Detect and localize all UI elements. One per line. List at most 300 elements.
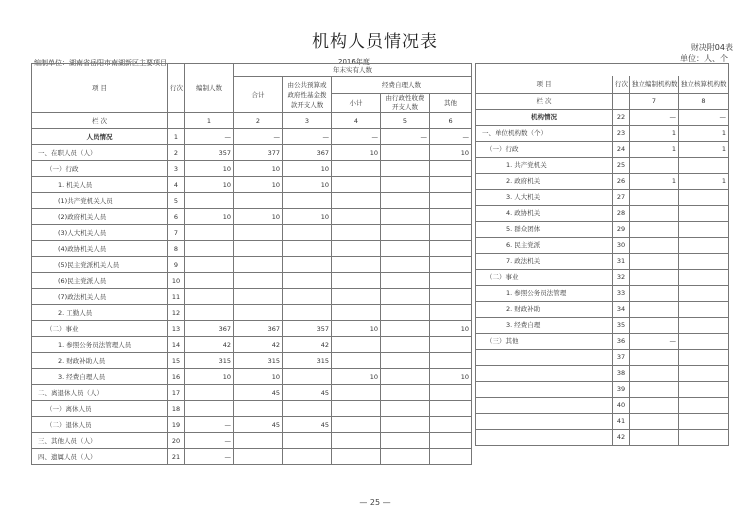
cell-value bbox=[430, 273, 472, 289]
row-label: 3. 经费自理人员 bbox=[32, 369, 168, 385]
table-row bbox=[32, 433, 472, 449]
cell-value: 1 bbox=[630, 173, 679, 189]
cell-value bbox=[332, 449, 381, 465]
cell-value bbox=[185, 193, 234, 209]
cell-value bbox=[332, 161, 381, 177]
row-label: (7)政法机关人员 bbox=[32, 289, 168, 305]
cell-value bbox=[332, 401, 381, 417]
cell-value bbox=[332, 193, 381, 209]
row-label: (1)共产党机关人员 bbox=[32, 193, 168, 209]
table-row bbox=[32, 385, 472, 401]
header-year-end-group: 年末实有人数 bbox=[234, 64, 472, 77]
row-number: 3 bbox=[168, 161, 185, 177]
cell-value bbox=[185, 273, 234, 289]
cell-value bbox=[679, 285, 729, 301]
cell-value: 10 bbox=[185, 209, 234, 225]
header-other: 其他 bbox=[430, 94, 472, 113]
cell-value bbox=[381, 177, 430, 193]
cell-value bbox=[430, 193, 472, 209]
cell-value bbox=[185, 401, 234, 417]
table-row bbox=[32, 353, 472, 369]
cell-value bbox=[430, 417, 472, 433]
cell-value: 10 bbox=[332, 321, 381, 337]
table-row bbox=[32, 369, 472, 385]
row-number: 8 bbox=[168, 241, 185, 257]
row-number: 25 bbox=[613, 157, 630, 173]
row-label: （三）其他 bbox=[476, 333, 613, 349]
table-row bbox=[32, 225, 472, 241]
table-row bbox=[476, 157, 729, 173]
cell-value bbox=[630, 253, 679, 269]
cell-value bbox=[630, 381, 679, 397]
cell-value bbox=[332, 433, 381, 449]
row-label: 2. 政府机关 bbox=[476, 173, 613, 189]
cell-value bbox=[185, 225, 234, 241]
table-row bbox=[476, 237, 729, 253]
row-number: 38 bbox=[613, 365, 630, 381]
cell-value bbox=[630, 269, 679, 285]
row-number: 12 bbox=[168, 305, 185, 321]
cell-value: 10 bbox=[332, 145, 381, 161]
row-number: 1 bbox=[168, 129, 185, 145]
row-number: 30 bbox=[613, 237, 630, 253]
cell-value: — bbox=[185, 449, 234, 465]
row-label: 1. 参照公务员法管理 bbox=[476, 285, 613, 301]
cell-value bbox=[234, 193, 283, 209]
row-number: 27 bbox=[613, 189, 630, 205]
cell-value: 367 bbox=[283, 145, 332, 161]
cell-value bbox=[185, 241, 234, 257]
cell-value bbox=[679, 221, 729, 237]
cell-value bbox=[630, 413, 679, 429]
cell-value bbox=[283, 305, 332, 321]
cell-value: 10 bbox=[430, 321, 472, 337]
unit-label: 单位：人、个 bbox=[680, 54, 728, 63]
cell-value: — bbox=[185, 433, 234, 449]
cell-value bbox=[679, 269, 729, 285]
cell-value: 315 bbox=[283, 353, 332, 369]
cell-value bbox=[630, 317, 679, 333]
table-row bbox=[476, 205, 729, 221]
cell-value: 10 bbox=[234, 161, 283, 177]
cell-value bbox=[381, 369, 430, 385]
table-row bbox=[32, 417, 472, 433]
cell-value bbox=[234, 257, 283, 273]
cell-value bbox=[630, 157, 679, 173]
cell-value bbox=[381, 385, 430, 401]
row-label: 1. 机关人员 bbox=[32, 177, 168, 193]
personnel-table bbox=[31, 63, 472, 465]
cell-value: 1 bbox=[679, 173, 729, 189]
table-row bbox=[476, 333, 729, 349]
row-number: 15 bbox=[168, 353, 185, 369]
table-row bbox=[32, 401, 472, 417]
row-label: （二）事业 bbox=[476, 269, 613, 285]
cell-value bbox=[332, 417, 381, 433]
row-number: 41 bbox=[613, 413, 630, 429]
cell-value: 10 bbox=[234, 177, 283, 193]
row-label: 3. 人大机关 bbox=[476, 189, 613, 205]
cell-value bbox=[630, 365, 679, 381]
row-number: 20 bbox=[168, 433, 185, 449]
cell-value bbox=[630, 397, 679, 413]
cell-value bbox=[381, 273, 430, 289]
cell-value: — bbox=[630, 333, 679, 349]
row-number: 4 bbox=[168, 177, 185, 193]
row-number: 18 bbox=[168, 401, 185, 417]
row-number: 29 bbox=[613, 221, 630, 237]
cell-value bbox=[381, 257, 430, 273]
row-label: 一、单位机构数（个） bbox=[476, 125, 613, 141]
cell-value bbox=[430, 241, 472, 257]
row-label: （一）行政 bbox=[32, 161, 168, 177]
cell-value bbox=[283, 273, 332, 289]
cell-value bbox=[283, 241, 332, 257]
row-label: 二、离退休人员（人） bbox=[32, 385, 168, 401]
table-row bbox=[32, 289, 472, 305]
cell-value bbox=[679, 253, 729, 269]
table-row bbox=[476, 413, 729, 429]
cell-value: 357 bbox=[185, 145, 234, 161]
table-row bbox=[32, 273, 472, 289]
cell-value bbox=[332, 273, 381, 289]
row-number: 22 bbox=[613, 109, 630, 125]
cell-value bbox=[430, 305, 472, 321]
cell-value bbox=[283, 401, 332, 417]
row-label: 三、其他人员（人） bbox=[32, 433, 168, 449]
header-fiscal-paid: 由公共预算或政府性基金拨款开支人数 bbox=[283, 77, 332, 113]
table-row bbox=[476, 285, 729, 301]
table-row bbox=[32, 209, 472, 225]
row-number: 32 bbox=[613, 269, 630, 285]
cell-value bbox=[332, 289, 381, 305]
cell-value: 45 bbox=[283, 417, 332, 433]
cell-value bbox=[332, 305, 381, 321]
row-number: 42 bbox=[613, 429, 630, 445]
cell-value bbox=[332, 241, 381, 257]
cell-value bbox=[430, 449, 472, 465]
row-number: 34 bbox=[613, 301, 630, 317]
cell-value bbox=[283, 257, 332, 273]
row-number: 13 bbox=[168, 321, 185, 337]
table-row bbox=[32, 177, 472, 193]
cell-value: 42 bbox=[185, 337, 234, 353]
cell-value: 10 bbox=[332, 369, 381, 385]
cell-value: 357 bbox=[283, 321, 332, 337]
row-number: 31 bbox=[613, 253, 630, 269]
row-label bbox=[476, 397, 613, 413]
row-label: （一）行政 bbox=[476, 141, 613, 157]
row-number: 37 bbox=[613, 349, 630, 365]
cell-value bbox=[234, 305, 283, 321]
row-number: 7 bbox=[168, 225, 185, 241]
row-number: 24 bbox=[613, 141, 630, 157]
cell-value bbox=[332, 385, 381, 401]
table-row bbox=[32, 241, 472, 257]
cell-value: 1 bbox=[630, 141, 679, 157]
cell-value: 10 bbox=[430, 369, 472, 385]
cell-value: — bbox=[430, 129, 472, 145]
row-number: 39 bbox=[613, 381, 630, 397]
cell-value: 10 bbox=[185, 177, 234, 193]
table-row bbox=[476, 173, 729, 189]
row-label: （一）离休人员 bbox=[32, 401, 168, 417]
cell-value: — bbox=[185, 129, 234, 145]
cell-value bbox=[430, 401, 472, 417]
cell-value bbox=[283, 369, 332, 385]
cell-value bbox=[679, 333, 729, 349]
cell-value bbox=[430, 337, 472, 353]
column-index-row: 栏 次 1 2 3 4 5 6 bbox=[32, 113, 472, 129]
cell-value: 10 bbox=[283, 161, 332, 177]
row-label: 人员情况 bbox=[32, 129, 168, 145]
row-label bbox=[476, 429, 613, 445]
table-row bbox=[476, 301, 729, 317]
row-number: 11 bbox=[168, 289, 185, 305]
cell-value: 10 bbox=[185, 369, 234, 385]
cell-value: 42 bbox=[234, 337, 283, 353]
cell-value bbox=[630, 429, 679, 445]
header-self-funded-group: 经费自理人数 bbox=[332, 77, 472, 94]
column-index-row-right: 栏 次 7 8 bbox=[476, 93, 729, 109]
table-row bbox=[32, 129, 472, 145]
form-code: 财决附04表 bbox=[690, 43, 733, 52]
cell-value bbox=[381, 337, 430, 353]
cell-value bbox=[679, 205, 729, 221]
table-row bbox=[476, 221, 729, 237]
cell-value bbox=[430, 177, 472, 193]
cell-value bbox=[381, 433, 430, 449]
cell-value: — bbox=[332, 129, 381, 145]
table-row bbox=[476, 349, 729, 365]
table-row bbox=[476, 365, 729, 381]
row-label: 7. 政法机关 bbox=[476, 253, 613, 269]
row-label bbox=[476, 381, 613, 397]
row-label: 3. 经费自理 bbox=[476, 317, 613, 333]
row-number: 19 bbox=[168, 417, 185, 433]
cell-value: 10 bbox=[283, 177, 332, 193]
cell-value bbox=[430, 209, 472, 225]
cell-value bbox=[381, 193, 430, 209]
cell-value bbox=[283, 193, 332, 209]
cell-value bbox=[430, 225, 472, 241]
cell-value bbox=[185, 385, 234, 401]
cell-value bbox=[430, 289, 472, 305]
row-number: 9 bbox=[168, 257, 185, 273]
cell-value bbox=[283, 289, 332, 305]
row-label: (5)民主党派机关人员 bbox=[32, 257, 168, 273]
table-row bbox=[476, 109, 729, 125]
cell-value bbox=[234, 241, 283, 257]
row-label: （二）事业 bbox=[32, 321, 168, 337]
cell-value bbox=[283, 433, 332, 449]
table-row bbox=[476, 189, 729, 205]
cell-value bbox=[381, 305, 430, 321]
cell-value: 10 bbox=[430, 145, 472, 161]
cell-value bbox=[234, 449, 283, 465]
row-number: 33 bbox=[613, 285, 630, 301]
cell-value bbox=[430, 385, 472, 401]
cell-value bbox=[679, 413, 729, 429]
cell-value: 10 bbox=[234, 369, 283, 385]
table-row bbox=[32, 337, 472, 353]
cell-value: — bbox=[283, 129, 332, 145]
table-row bbox=[476, 381, 729, 397]
header-staff-units: 独立编制机构数 bbox=[630, 76, 679, 93]
row-label: （二）退休人员 bbox=[32, 417, 168, 433]
cell-value: 315 bbox=[234, 353, 283, 369]
row-label: 2. 工勤人员 bbox=[32, 305, 168, 321]
cell-value: — bbox=[185, 417, 234, 433]
cell-value bbox=[630, 285, 679, 301]
table-row bbox=[32, 145, 472, 161]
row-label: 机构情况 bbox=[476, 109, 613, 125]
row-label bbox=[476, 413, 613, 429]
cell-value bbox=[630, 301, 679, 317]
cell-value: 1 bbox=[630, 125, 679, 141]
cell-value bbox=[679, 365, 729, 381]
cell-value: 45 bbox=[283, 385, 332, 401]
cell-value bbox=[630, 349, 679, 365]
cell-value bbox=[679, 381, 729, 397]
header-accounting-units: 独立核算机构数 bbox=[679, 76, 729, 93]
row-number: 40 bbox=[613, 397, 630, 413]
header-staffing: 编制人数 bbox=[185, 64, 234, 113]
row-label: (3)人大机关人员 bbox=[32, 225, 168, 241]
table-row bbox=[32, 257, 472, 273]
cell-value bbox=[679, 157, 729, 173]
cell-value: 10 bbox=[234, 209, 283, 225]
cell-value: 10 bbox=[185, 161, 234, 177]
cell-value bbox=[381, 209, 430, 225]
table-row bbox=[476, 269, 729, 285]
row-label: 5. 群众团体 bbox=[476, 221, 613, 237]
cell-value bbox=[630, 221, 679, 237]
cell-value bbox=[185, 257, 234, 273]
document-title: 机构人员情况表 bbox=[312, 32, 438, 52]
row-label bbox=[476, 349, 613, 365]
year-label: 2016年度 bbox=[338, 58, 370, 66]
row-label: 1. 共产党机关 bbox=[476, 157, 613, 173]
cell-value bbox=[679, 189, 729, 205]
cell-value bbox=[679, 429, 729, 445]
cell-value bbox=[679, 301, 729, 317]
table-row bbox=[32, 321, 472, 337]
cell-value bbox=[381, 401, 430, 417]
cell-value bbox=[381, 161, 430, 177]
cell-value bbox=[630, 205, 679, 221]
header-item: 项 目 bbox=[32, 64, 168, 113]
cell-value bbox=[332, 225, 381, 241]
cell-value bbox=[679, 349, 729, 365]
header-item-right: 项 目 bbox=[476, 76, 613, 93]
table-row bbox=[476, 253, 729, 269]
cell-value: 10 bbox=[283, 209, 332, 225]
cell-value bbox=[381, 225, 430, 241]
row-label: 1. 参照公务员法管理人员 bbox=[32, 337, 168, 353]
cell-value bbox=[381, 145, 430, 161]
cell-value: 367 bbox=[234, 321, 283, 337]
cell-value: — bbox=[630, 109, 679, 125]
header-row-no-right: 行次 bbox=[613, 76, 630, 93]
cell-value bbox=[381, 449, 430, 465]
row-label: 2. 财政补助人员 bbox=[32, 353, 168, 369]
table-row bbox=[32, 449, 472, 465]
cell-value bbox=[679, 317, 729, 333]
row-number: 16 bbox=[168, 369, 185, 385]
cell-value bbox=[234, 273, 283, 289]
row-number: 14 bbox=[168, 337, 185, 353]
row-number: 21 bbox=[168, 449, 185, 465]
row-number: 23 bbox=[613, 125, 630, 141]
cell-value: 367 bbox=[185, 321, 234, 337]
page-number: — 25 — bbox=[359, 498, 391, 507]
cell-value bbox=[283, 449, 332, 465]
header-subtotal: 合计 bbox=[234, 77, 283, 113]
cell-value: 1 bbox=[679, 141, 729, 157]
cell-value bbox=[332, 353, 381, 369]
cell-value: 377 bbox=[234, 145, 283, 161]
table-row bbox=[32, 305, 472, 321]
cell-value: 45 bbox=[234, 385, 283, 401]
row-label: (4)政协机关人员 bbox=[32, 241, 168, 257]
institution-table bbox=[475, 63, 729, 446]
cell-value bbox=[381, 321, 430, 337]
cell-value: — bbox=[381, 129, 430, 145]
cell-value bbox=[430, 257, 472, 273]
cell-value bbox=[679, 237, 729, 253]
cell-value bbox=[430, 353, 472, 369]
row-label bbox=[476, 365, 613, 381]
header-row-no: 行次 bbox=[168, 64, 185, 113]
row-number: 10 bbox=[168, 273, 185, 289]
row-label: 一、在职人员（人） bbox=[32, 145, 168, 161]
table-row bbox=[32, 193, 472, 209]
cell-value bbox=[630, 189, 679, 205]
cell-value bbox=[430, 161, 472, 177]
cell-value bbox=[234, 433, 283, 449]
row-number: 36 bbox=[613, 333, 630, 349]
cell-value bbox=[630, 237, 679, 253]
row-number: 5 bbox=[168, 193, 185, 209]
cell-value bbox=[185, 289, 234, 305]
cell-value bbox=[185, 305, 234, 321]
cell-value: 45 bbox=[234, 417, 283, 433]
table-row bbox=[476, 125, 729, 141]
cell-value: — bbox=[234, 129, 283, 145]
cell-value: 315 bbox=[185, 353, 234, 369]
row-label: (6)民主党派人员 bbox=[32, 273, 168, 289]
cell-value bbox=[332, 209, 381, 225]
table-row bbox=[476, 141, 729, 157]
cell-value: — bbox=[679, 109, 729, 125]
table-row bbox=[476, 429, 729, 445]
cell-value bbox=[332, 337, 381, 353]
cell-value: 1 bbox=[679, 125, 729, 141]
cell-value bbox=[234, 225, 283, 241]
cell-value bbox=[679, 397, 729, 413]
cell-value: 42 bbox=[283, 337, 332, 353]
cell-value bbox=[430, 433, 472, 449]
row-number: 6 bbox=[168, 209, 185, 225]
row-label: 2. 财政补助 bbox=[476, 301, 613, 317]
row-number: 28 bbox=[613, 205, 630, 221]
org-label: 编制单位：湖南省岳阳市南湖新区主要项目 bbox=[34, 59, 167, 67]
table-row bbox=[476, 397, 729, 413]
header-from-fees: 由行政性收费开支人数 bbox=[381, 94, 430, 113]
row-number: 17 bbox=[168, 385, 185, 401]
row-label: 6. 民主党派 bbox=[476, 237, 613, 253]
